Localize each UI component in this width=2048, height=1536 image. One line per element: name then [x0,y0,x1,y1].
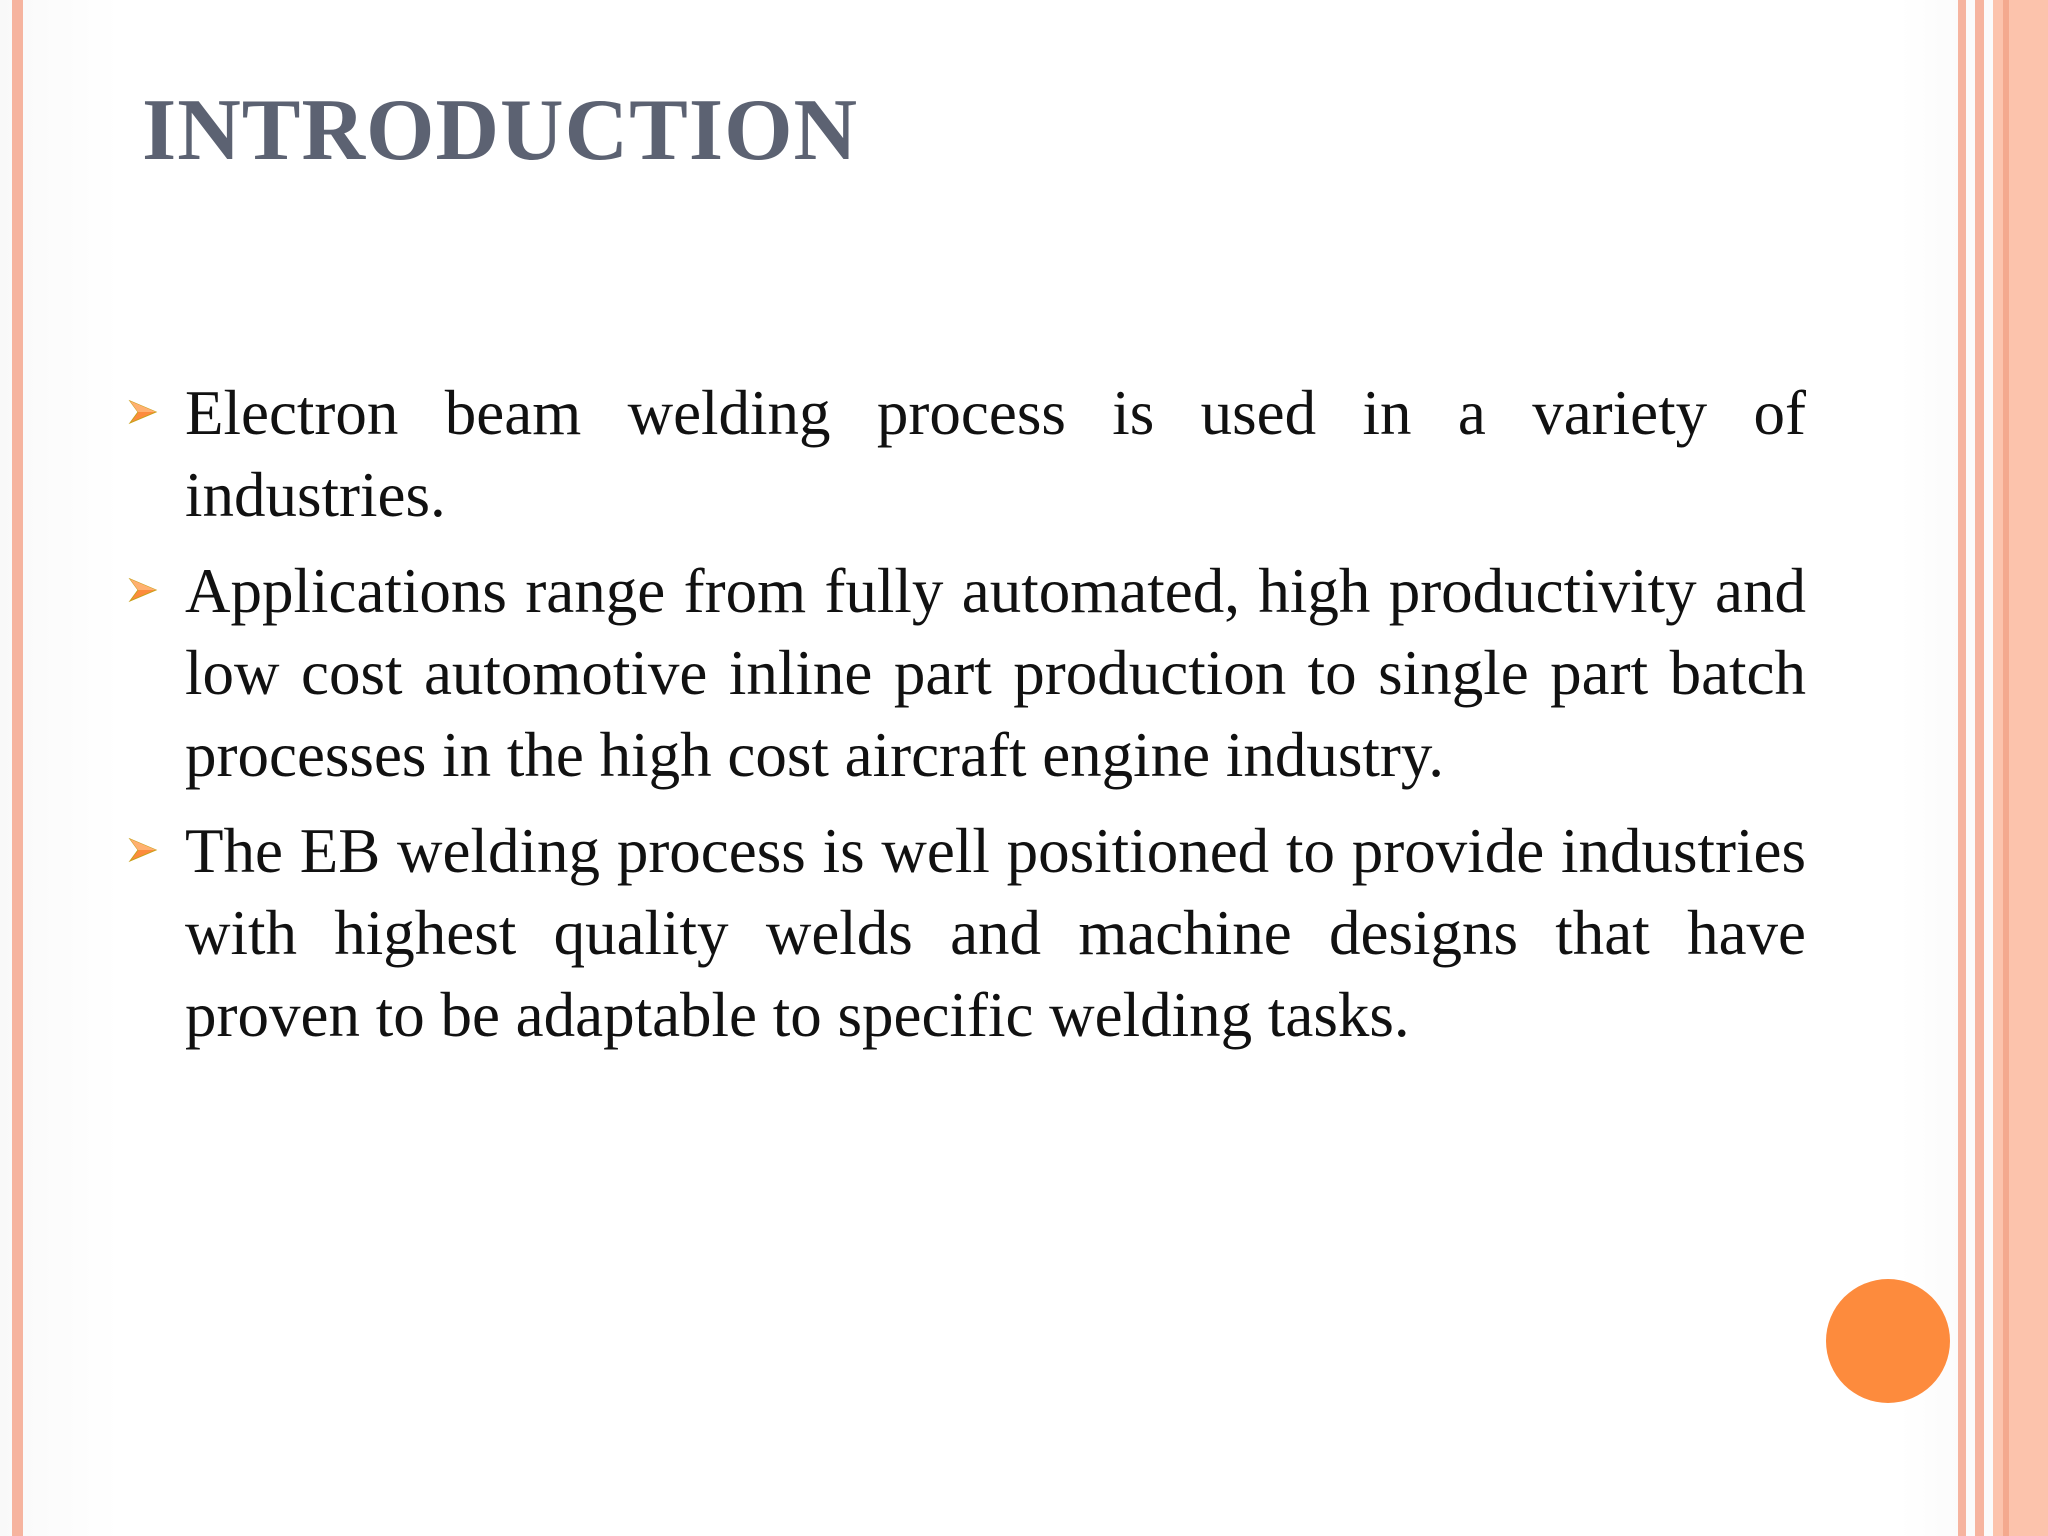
bullet-list [124,372,1806,1070]
orange-circle-decoration [1826,1279,1950,1403]
right-border-stripe-inner-line [2003,0,2009,1536]
slide-title: INTRODUCTION [142,82,859,179]
bullet-item [124,372,1806,536]
arrowhead-bullet-icon [127,834,159,866]
right-border-stripe-middle [1975,0,1984,1536]
left-border-stripe [12,0,23,1536]
bullet-text: The EB welding process is well positioned to provide industries with highest quality welds and machine designs that have proven to be adaptable to specific welding tasks. [185,816,1806,1050]
bullet-text: Electron beam welding process is used in a variety of industries. [185,378,1806,530]
right-border-stripe-thin [1958,0,1966,1536]
arrowhead-bullet-icon [127,574,159,606]
right-border-stripe-wide [1993,0,2048,1536]
bullet-item [124,810,1806,1056]
bullet-text: Applications range from fully automated, high productivity and low cost automotive inline part production to single part batch processes in the high cost aircraft engine industry. [185,556,1806,790]
bullet-item [124,550,1806,796]
arrowhead-bullet-icon [127,396,159,428]
